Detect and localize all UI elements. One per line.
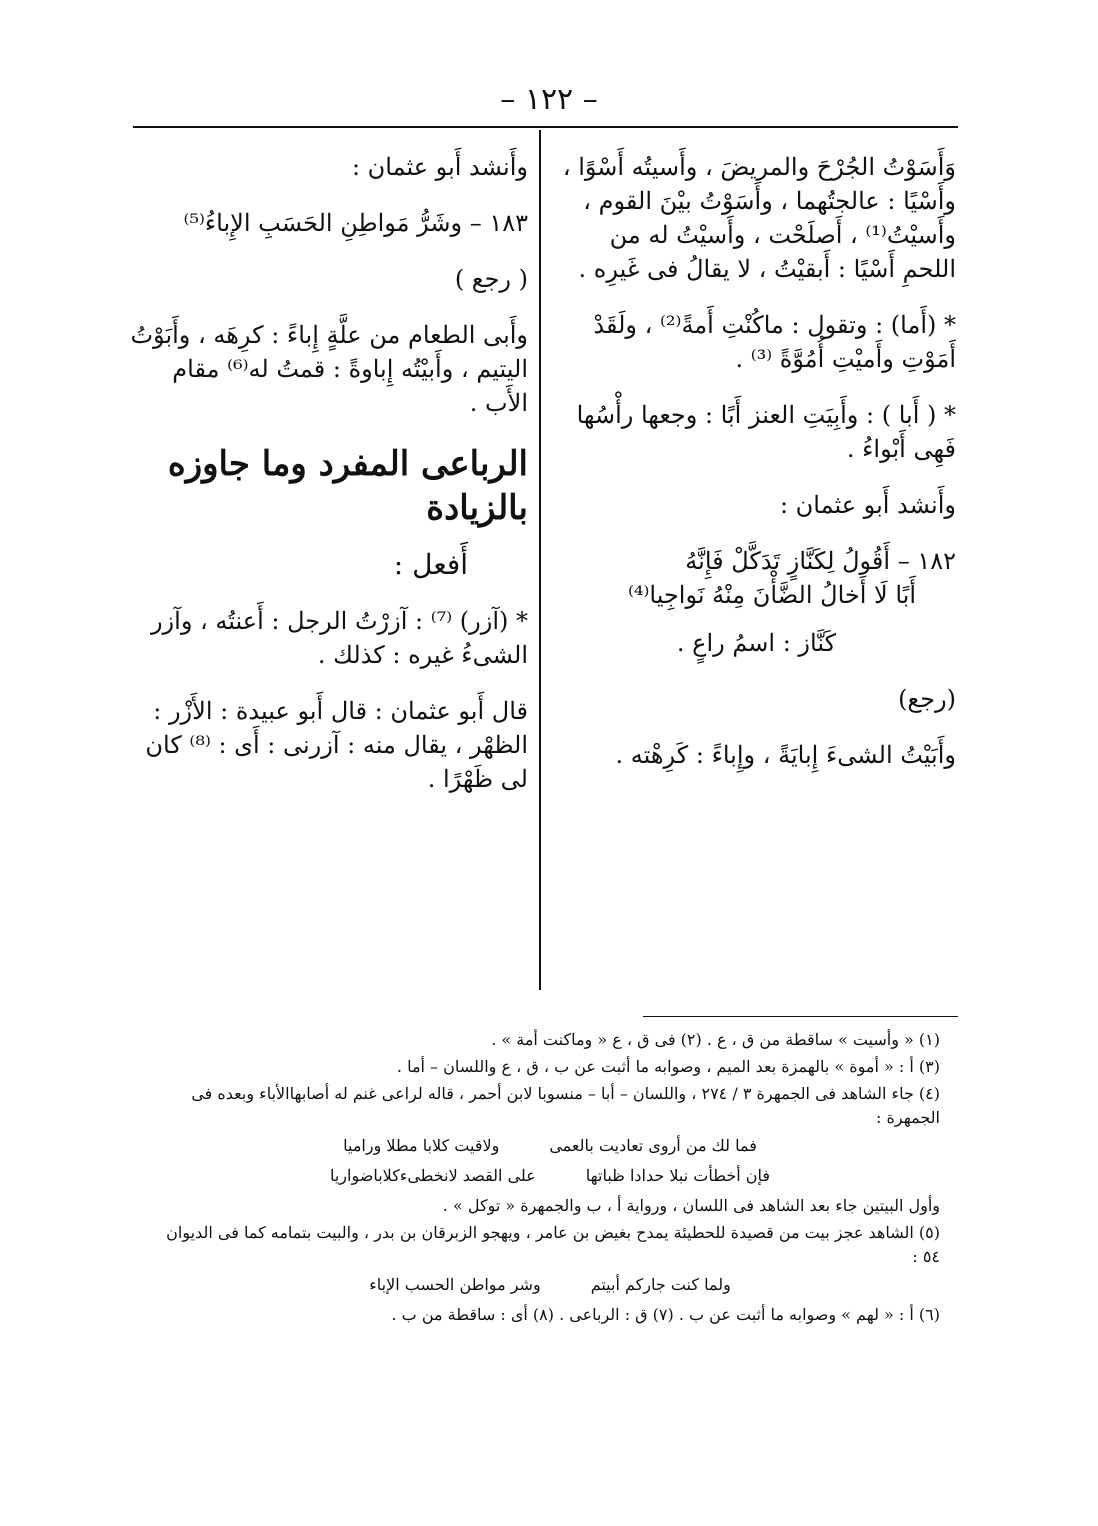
column-divider [539,130,541,990]
paragraph: وأَنشد أَبو عثمان : [351,153,528,181]
paragraph: وأَنشد أَبو عثمان : [779,491,956,519]
poem-hemistich: ولاقيت كلابا مطلا وراميا [343,1136,500,1155]
footnote: (٤) جاء الشاهد فى الجمهرة ٣ / ٢٧٤ ، واللسان – أبا – منسوبا لابن أحمر ، قاله لراعى غنم له أصابهاالأباء وبعده فى الجمهرة : [191,1084,940,1127]
poem-hemistich: فما لك من أروى تعاديت بالعمى [549,1136,757,1155]
footnote-poem [160,1164,940,1188]
left-column [130,150,528,818]
paragraph: قال أَبو عثمان : قال أَبو عبيدة : الأَزْر : الظهْر ، يقال منه : آزرنى : أَى : ⁽⁸⁾ كان لى ظَهْرًا . [145,697,528,793]
footnote: (٥) الشاهد عجز بيت من قصيدة للحطيئة يمدح بغيض بن عامر ، ويهجو الزبرقان بن بدر ، والبيت بتمامه كما فى الديوان ٥٤ : [166,1223,940,1266]
footnote-rule [643,1016,958,1017]
footnote: وأول البيتين جاء بعد الشاهد فى اللسان ، ورواية أ ، ب والجمهرة « توكل » . [442,1196,940,1215]
paragraph: وأَبَيْتُ الشىءَ إِبايَةً ، وإِباءً : كَرِهْته . [615,741,956,769]
paragraph: * (أَما) : وتقول : ماكُنْتِ أَمةً⁽²⁾ ، ولَقَدْ أَمَوْتِ وأَميْتِ أُمُوَّةً ⁽³⁾ . [593,311,956,373]
subheading: أَفعل : [393,548,468,581]
paragraph: * ( أَبا ) : وأَبِيَتِ العنز أَبًا : وجعها رأْسُها فَهِى أَبْواءُ . [576,401,956,463]
paragraph: وَأَسَوْتُ الجُرْحَ والمريضَ ، وأَسيتُه أَسْوًا ، وأَسْيًا : عالجتُهما ، وأَسَوْتُ بيْنَ القوم ، وأَسيْتُ⁽¹⁾ ، أَصلَحْت ، وأَسيْتُ له من اللحمِ أَسْيًا : أَبقيْتُ ، لا يقالُ فى غَيرِه . [562,153,956,283]
right-column [556,150,956,794]
footnote-poem [160,1273,940,1297]
section-heading: الرباعى المفرد وما جاوزه بالزيادة [167,444,528,528]
footnotes [160,1028,940,1330]
verse-line: ١٨٢ – أَقُولُ لِكَنَّازٍ تَدَكَّلْ فَإِنَّهُ [685,547,956,575]
poem-hemistich: فإن أخطأت نبلا حدادا ظباتها [585,1166,771,1185]
verse-line: أَبًا لَا أَخالُ الضَّأْنَ مِنْهُ نَواجِيا⁽⁴⁾ [627,581,916,609]
top-rule [133,126,958,128]
footnote-poem [160,1134,940,1158]
page-number: – ١٢٢ – [500,82,598,117]
poem-hemistich: وشر مواطن الحسب الإباء [369,1275,541,1294]
paragraph: ( رجع ) [454,265,528,293]
gloss: كَنَّاز : اسمُ راعٍ . [676,629,836,657]
verse-182 [556,544,956,612]
footnote: (٦) أ : « لهم » وصوابه ما أثبت عن ب . (٧) ق : الرباعى . (٨) أى : ساقطة من ب . [391,1305,940,1324]
footnote: (٣) أ : « أموة » بالهمزة بعد الميم ، وصوابه ما أثبت عن ب ، ق ، ع واللسان – أما . [396,1057,940,1076]
poem-hemistich: ولما كنت جاركم أبيتم [590,1275,731,1294]
paragraph: * (آزر) ⁽⁷⁾ : آزرْتُ الرجل : أَعنتُه ، وآزر الشىءُ غيره : كذلك . [150,607,528,669]
verse-183: ١٨٣ – وشَرُّ مَواطِنِ الحَسَبِ الإِباءُ⁽⁵⁾ [183,209,528,237]
paragraph: (رجع) [898,685,956,713]
footnote: (١) « وأسيت » ساقطة من ق ، ع . (٢) فى ق ، ع « وماكنت أمة » . [491,1030,940,1049]
poem-hemistich: على القصد لانخطىءكلاباضواريا [329,1166,536,1185]
paragraph: وأَبى الطعام من علَّةٍ إِباءً : كرِهَه ، وأَبَوْتُ اليتيم ، وأَبيْتُه إِباوةً : قمتُ له⁽⁶⁾ مقام الأَب . [130,321,528,417]
